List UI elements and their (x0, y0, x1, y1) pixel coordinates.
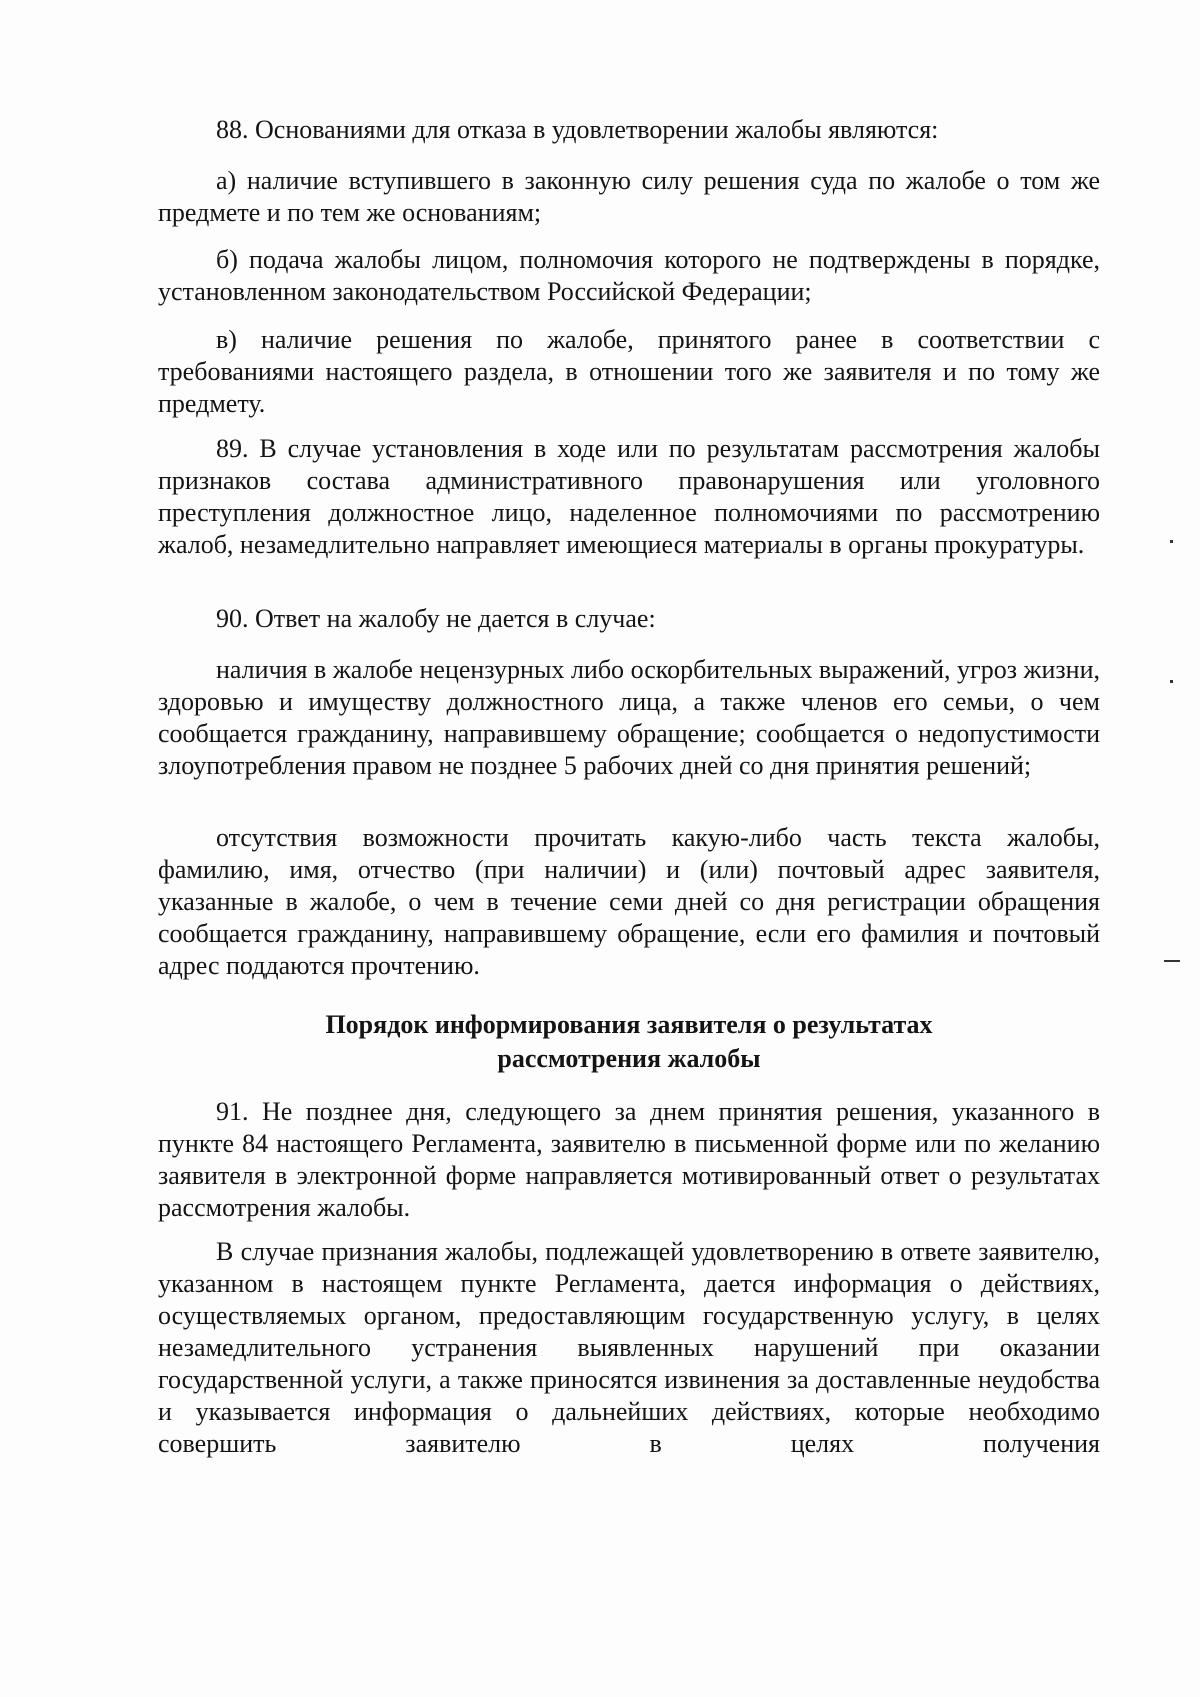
paragraph-89: 89. В случае установления в ходе или по результатам рассмотрения жалобы признаков состава административного правонарушения или уголовного преступления должностное лицо, наделенное полномочиями по рассмотрению жалоб, незамедлительно направляет имеющиеся материалы в органы прокуратуры. (158, 434, 1100, 559)
scan-mark (1164, 960, 1180, 962)
section-heading-line-1: Порядок информирования заявителя о результатах (325, 1010, 933, 1039)
paragraph-88-b: б) подача жалобы лицом, полномочия которого не подтверждены в порядке, установленном законодательством Российской Федерации; (158, 245, 1100, 306)
paragraph-88-a: а) наличие вступившего в законную силу решения суда по жалобе о том же предмете и по тем же основаниям; (158, 166, 1100, 227)
paragraph-88-c: в) наличие решения по жалобе, принятого ранее в соответствии с требованиями настоящего раздела, в отношении того же заявителя и по тому же предмету. (158, 325, 1100, 418)
paragraph-88: 88. Основаниями для отказа в удовлетворении жалобы являются: (216, 115, 939, 144)
scan-speck (1170, 680, 1173, 683)
section-heading (158, 1008, 1100, 1076)
paragraph-90: 90. Ответ на жалобу не дается в случае: (216, 604, 656, 633)
scan-speck (1170, 540, 1173, 543)
paragraph-90-item-1: наличия в жалобе нецензурных либо оскорбительных выражений, угроз жизни, здоровью и имуществу должностного лица, а также членов его семьи, о чем сообщается гражданину, направившему обращение; сообщается о недопустимости злоупотребления правом не позднее 5 рабочих дней со дня принятия решений; (158, 655, 1100, 780)
section-heading-line-2: рассмотрения жалобы (497, 1044, 761, 1073)
paragraph-91: 91. Не позднее дня, следующего за днем принятия решения, указанного в пункте 84 настоящего Регламента, заявителю в письменной форме или по желанию заявителя в электронной форме направляется мотивированный ответ о результатах рассмотрения жалобы. (158, 1097, 1100, 1222)
paragraph-90-item-2: отсутствия возможности прочитать какую-либо часть текста жалобы, фамилию, имя, отчество (при наличии) и (или) почтовый адрес заявителя, указанные в жалобе, о чем в течение семи дней со дня регистрации обращения сообщается гражданину, направившему обращение, если его фамилия и почтовый адрес поддаются прочтению. (158, 823, 1100, 980)
paragraph-91-continuation: В случае признания жалобы, подлежащей удовлетворению в ответе заявителю, указанном в настоящем пункте Регламента, дается информация о действиях, осуществляемых органом, предоставляющим государственную услугу, в целях незамедлительного устранения выявленных нарушений при оказании государственной услуги, а также приносятся извинения за доставленные неудобства и указывается информация о дальнейших действиях, которые необходимо совершить заявителю в целях получения (158, 1237, 1100, 1458)
